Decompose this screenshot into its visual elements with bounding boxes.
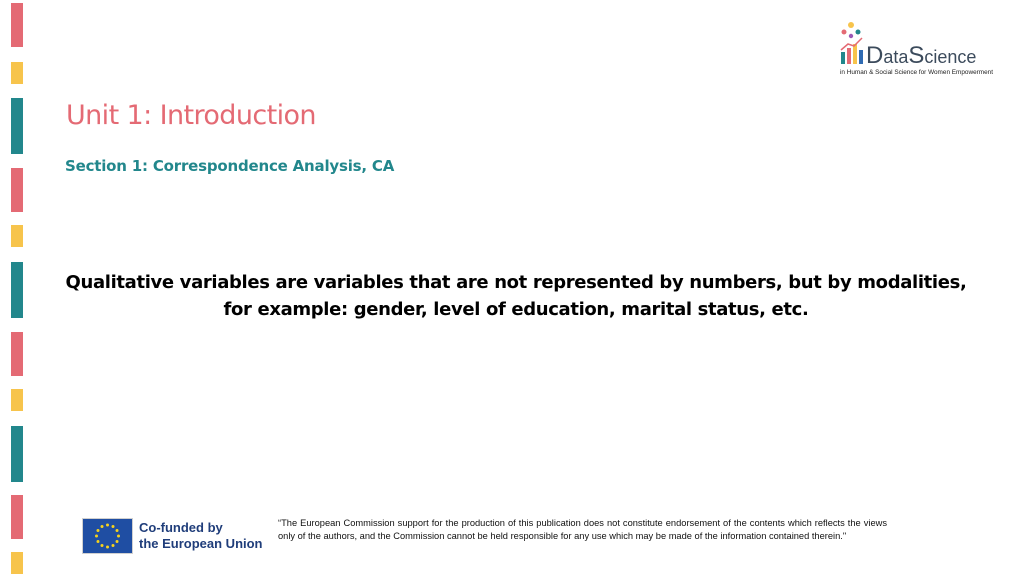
page-title: Unit 1: Introduction: [66, 100, 316, 131]
side-bar-teal: [11, 426, 23, 482]
side-bar-red: [11, 168, 23, 212]
eu-star-icon: [101, 525, 104, 528]
side-bar-yellow: [11, 62, 23, 84]
eu-flag-icon: [82, 518, 133, 554]
side-color-bars: [11, 0, 23, 576]
eu-star-icon: [106, 546, 109, 549]
side-bar-teal: [11, 98, 23, 154]
side-bar-yellow: [11, 225, 23, 247]
eu-star-icon: [96, 540, 99, 543]
eu-star-icon: [95, 535, 98, 538]
side-bar-red: [11, 495, 23, 539]
eu-star-icon: [112, 525, 115, 528]
side-bar-red: [11, 3, 23, 47]
logo-wordmark: DataScience: [866, 42, 977, 69]
eu-star-icon: [106, 524, 109, 527]
side-bar-red: [11, 332, 23, 376]
eu-star-icon: [112, 544, 115, 547]
side-bar-yellow: [11, 389, 23, 411]
eu-star-icon: [116, 540, 119, 543]
side-bar-teal: [11, 262, 23, 318]
section-subtitle: Section 1: Correspondence Analysis, CA: [65, 157, 395, 175]
logo-tagline: in Human & Social Science for Women Empowerment: [840, 69, 993, 76]
side-bar-yellow: [11, 552, 23, 574]
disclaimer-text: “The European Commission support for the production of this publication does not constitute endorsement of the contents which reflects the views only of the authors, and the Commission cannot be held responsible for any use which may be made of the information contained therein.": [278, 518, 887, 541]
bar-chart-people-icon: [836, 20, 868, 68]
eu-star-icon: [117, 535, 120, 538]
eu-star-icon: [101, 544, 104, 547]
cofunded-label: [139, 520, 263, 552]
eu-star-icon: [96, 529, 99, 532]
eu-star-icon: [116, 529, 119, 532]
cofunded-line1: Co-funded by: [139, 520, 223, 535]
body-paragraph: Qualitative variables are variables that are not represented by numbers, but by modalities, for example: gender, level of education, marital status, etc.: [65, 272, 967, 320]
cofunded-line2: the European Union: [139, 536, 263, 551]
datascience-logo: [836, 20, 1006, 80]
